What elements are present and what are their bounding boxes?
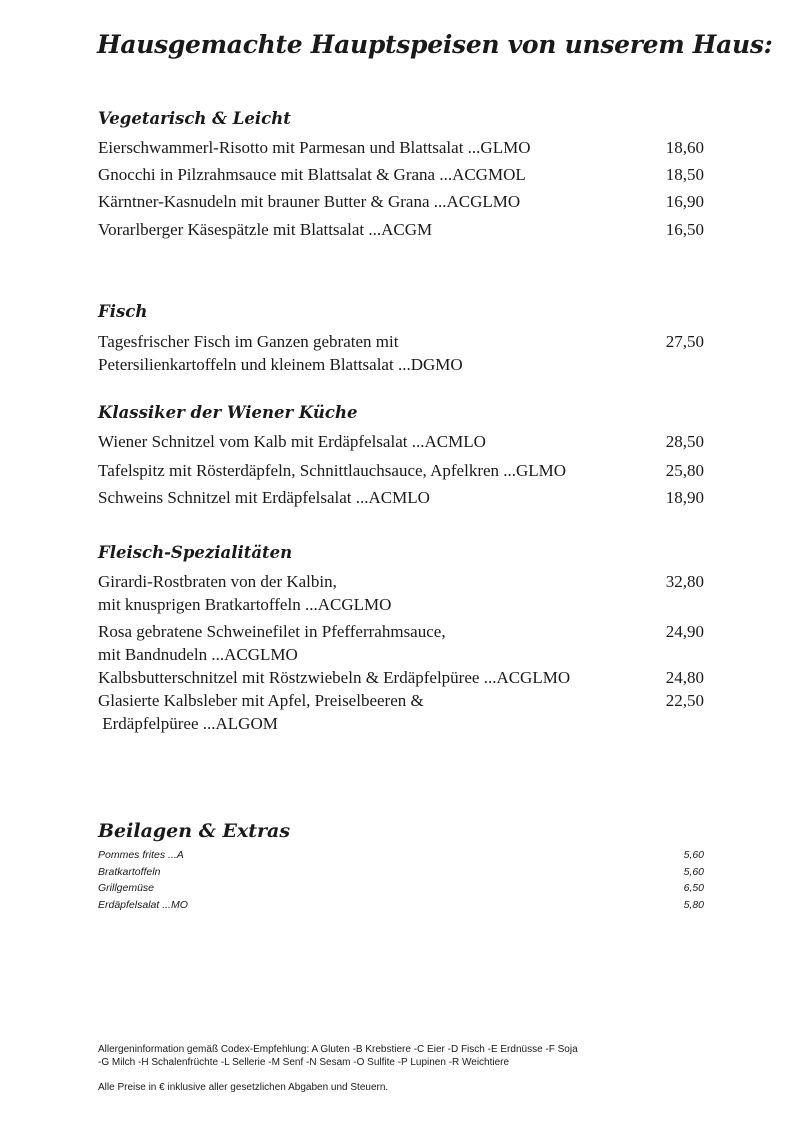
extra-item (98, 866, 704, 879)
menu-item (98, 163, 704, 186)
extra-item-price: 5,60 (683, 866, 704, 878)
section-heading-beilagen: Beilagen & Extras (98, 820, 291, 842)
menu-item-price: 22,50 (665, 691, 704, 710)
menu-item (98, 136, 704, 159)
menu-item-name-continued: Erdäpfelpüree ...ALGOM (98, 714, 278, 733)
section-heading-vegetarisch: Vegetarisch & Leicht (98, 109, 291, 128)
menu-item-price: 27,50 (665, 332, 704, 351)
allergen-info-line: -G Milch -H Schalenfrüchte -L Sellerie -M Senf -N Sesam -O Sulfite -P Lupinen -R Weichtiere (98, 1057, 510, 1068)
menu-item-name: Kärntner-Kasnudeln mit brauner Butter & Grana ...ACGLMO (98, 192, 521, 211)
menu-item-price: 28,50 (665, 432, 704, 451)
price-note: Alle Preise in € inklusive aller gesetzlichen Abgaben und Steuern. (98, 1082, 389, 1093)
menu-item-name: Tagesfrischer Fisch im Ganzen gebraten mit (98, 332, 399, 351)
menu-item-name: Gnocchi in Pilzrahmsauce mit Blattsalat & Grana ...ACGMOL (98, 165, 526, 184)
menu-item-price: 16,90 (665, 192, 704, 211)
menu-item (98, 459, 704, 482)
menu-item-name: Tafelspitz mit Rösterdäpfeln, Schnittlauchsauce, Apfelkren ...GLMO (98, 461, 567, 480)
extra-item-name: Grillgemüse (98, 882, 155, 894)
extra-item-price: 5,60 (683, 849, 704, 861)
menu-item-name: Wiener Schnitzel vom Kalb mit Erdäpfelsalat ...ACMLO (98, 432, 486, 451)
menu-item-name: Rosa gebratene Schweinefilet in Pfefferrahmsauce, (98, 622, 446, 641)
menu-item (98, 330, 704, 376)
menu-item (98, 190, 704, 213)
extra-item (98, 849, 704, 862)
menu-item-price: 24,80 (665, 668, 704, 687)
menu-item-name: Eierschwammerl-Risotto mit Parmesan und Blattsalat ...GLMO (98, 138, 531, 157)
allergen-info-line: Allergeninformation gemäß Codex-Empfehlung: A Gluten -B Krebstiere -C Eier -D Fisch -E Erdnüsse -F Soja (98, 1044, 578, 1055)
menu-item-price: 32,80 (665, 572, 704, 591)
menu-item (98, 430, 704, 453)
menu-item-name-continued: mit Bandnudeln ...ACGLMO (98, 645, 298, 664)
section-heading-fisch: Fisch (98, 302, 148, 321)
menu-item-price: 25,80 (665, 461, 704, 480)
menu-item (98, 486, 704, 509)
menu-item (98, 689, 704, 735)
menu-item (98, 666, 704, 689)
extra-item-price: 5,80 (683, 899, 704, 911)
menu-item-price: 24,90 (665, 622, 704, 641)
menu-item-price: 18,60 (665, 138, 704, 157)
menu-item-name: Girardi-Rostbraten von der Kalbin, (98, 572, 337, 591)
extra-item-name: Bratkartoffeln (98, 866, 161, 878)
section-heading-fleisch: Fleisch-Spezialitäten (98, 543, 293, 562)
menu-item-price: 18,50 (665, 165, 704, 184)
menu-item-name: Kalbsbutterschnitzel mit Röstzwiebeln & Erdäpfelpüree ...ACGLMO (98, 668, 571, 687)
menu-item (98, 218, 704, 241)
menu-item-name-continued: mit knusprigen Bratkartoffeln ...ACGLMO (98, 595, 392, 614)
extra-item-price: 6,50 (683, 882, 704, 894)
menu-item-name: Glasierte Kalbsleber mit Apfel, Preiselbeeren & (98, 691, 424, 710)
menu-item-name-continued: Petersilienkartoffeln und kleinem Blattsalat ...DGMO (98, 355, 463, 374)
menu-item (98, 570, 704, 616)
extra-item-name: Erdäpfelsalat ...MO (98, 899, 188, 911)
menu-item (98, 620, 704, 666)
menu-item-price: 18,90 (665, 488, 704, 507)
menu-item-name: Vorarlberger Käsespätzle mit Blattsalat ...ACGM (98, 220, 433, 239)
extra-item-name: Pommes frites ...A (98, 849, 184, 861)
section-heading-klassiker: Klassiker der Wiener Küche (98, 403, 358, 422)
menu-item-price: 16,50 (665, 220, 704, 239)
extra-item (98, 899, 704, 912)
menu-item-name: Schweins Schnitzel mit Erdäpfelsalat ...ACMLO (98, 488, 430, 507)
page-title: Hausgemachte Hauptspeisen von unserem Haus: (97, 30, 773, 59)
extra-item (98, 882, 704, 895)
